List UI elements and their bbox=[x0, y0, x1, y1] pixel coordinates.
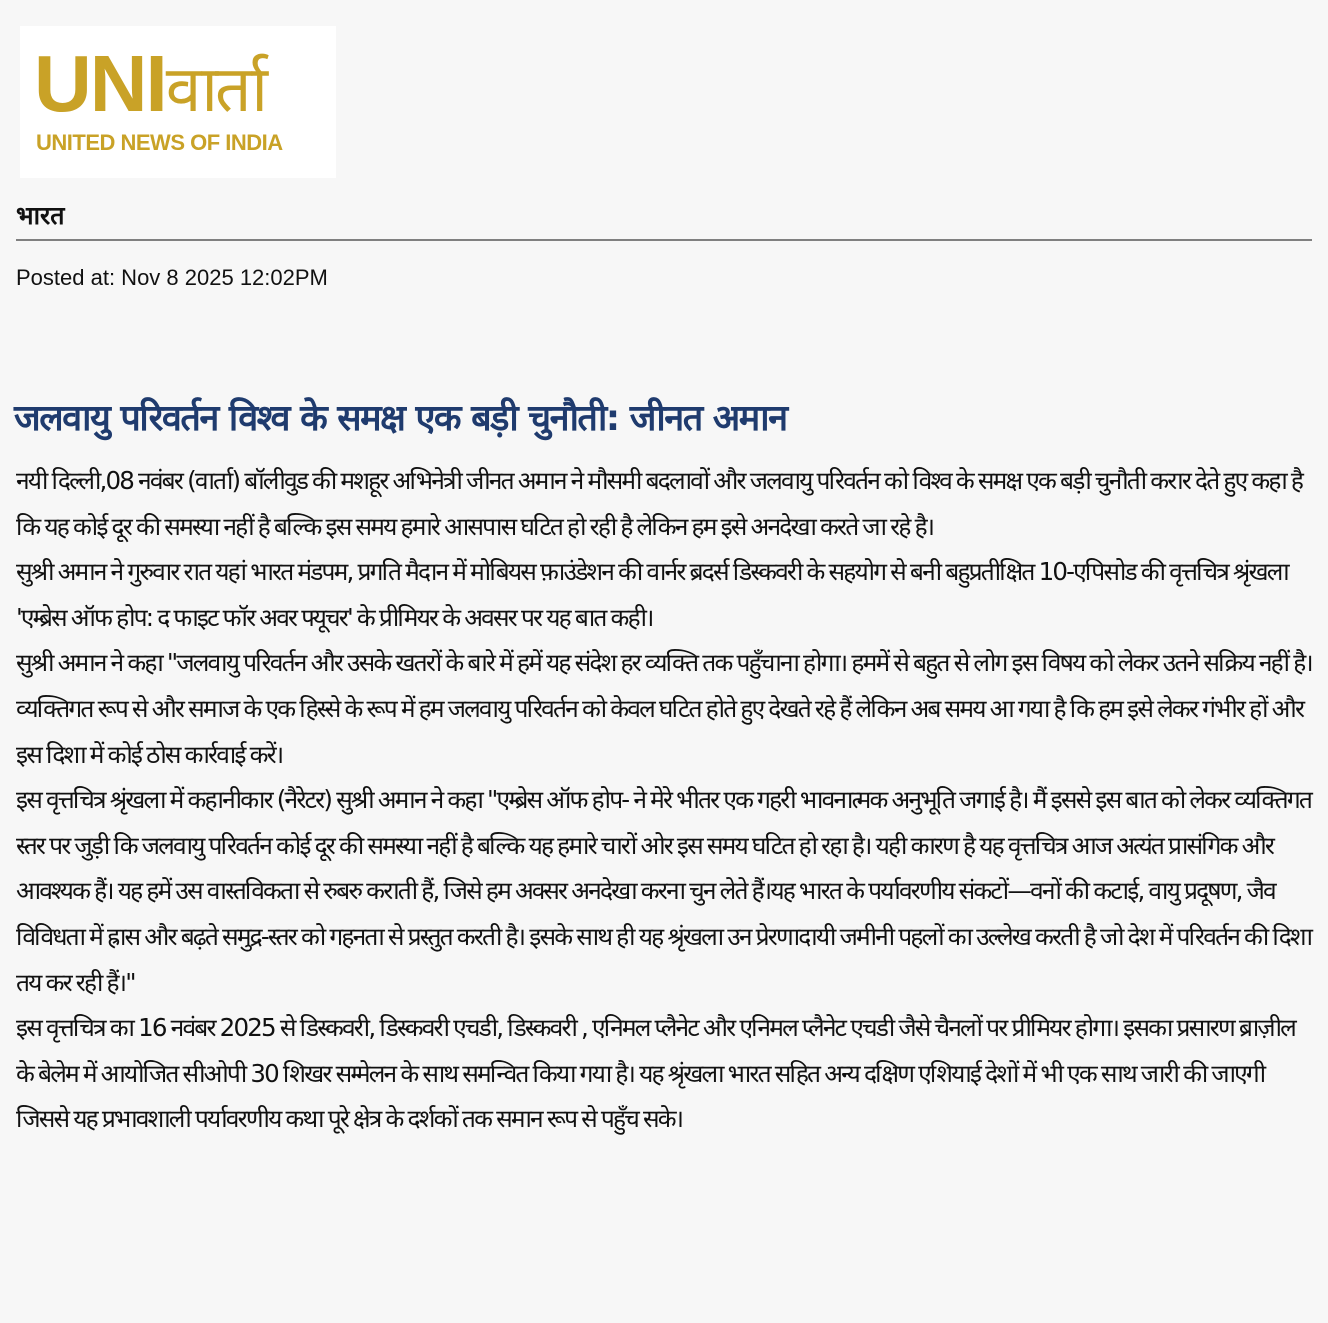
article-paragraph: इस वृत्तचित्र का 16 नवंबर 2025 से डिस्कवरी, डिस्कवरी एचडी, डिस्कवरी , एनिमल प्लैनेट और एनिमल प्लैनेट एचडी जैसे चैनलों पर प्रीमियर होगा। इसका प्रसारण ब्राज़ील के बेलेम में आयोजित सीओपी 30 शिखर सम्मेलन के साथ समन्वित किया गया है। यह श्रृंखला भारत सहित अन्य दक्षिण एशियाई देशों में भी एक साथ जारी की जाएगी जिससे यह प्रभावशाली पर्यावरणीय कथा पूरे क्षेत्र के दर्शकों तक समान रूप से पहुँच सके। bbox=[16, 1013, 1295, 1134]
section-label[interactable]: भारत bbox=[16, 201, 65, 230]
article-paragraph: सुश्री अमान ने गुरुवार रात यहां भारत मंडपम, प्रगति मैदान में मोबियस फ़ाउंडेशन की वार्नर ब्रदर्स डिस्कवरी के सहयोग से बनी बहुप्रतीक्षित 10-एपिसोड की वृत्तचित्र श्रृंखला 'एम्ब्रेस ऑफ होप: द फाइट फॉर अवर फ्यूचर' के प्रीमियर के अवसर पर यह बात कही। bbox=[16, 557, 1288, 632]
logo-varta-text: वार्ता bbox=[165, 53, 265, 127]
logo-uni-text: UNI bbox=[34, 39, 166, 128]
logo-subtitle: UNITED NEWS OF INDIA bbox=[36, 130, 283, 155]
logo-wordmark bbox=[34, 39, 265, 130]
article-paragraph: नयी दिल्ली,08 नवंबर (वार्ता) बॉलीवुड की मशहूर अभिनेत्री जीनत अमान ने मौसमी बदलावों और जलवायु परिवर्तन को विश्व के समक्ष एक बड़ी चुनौती करार देते हुए कहा है कि यह कोई दूर की समस्या नहीं है बल्कि इस समय हमारे आसपास घटित हो रही है लेकिन हम इसे अनदेखा करते जा रहे है। bbox=[16, 466, 1303, 541]
article-paragraph: सुश्री अमान ने कहा "जलवायु परिवर्तन और उसके खतरों के बारे में हमें यह संदेश हर व्यक्ति तक पहुँचाना होगा। हममें से बहुत से लोग इस विषय को लेकर उतने सक्रिय नहीं है। व्यक्तिगत रूप से और समाज के एक हिस्से के रूप में हम जलवायु परिवर्तन को केवल घटित होते हुए देखते रहे हैं लेकिन अब समय आ गया है कि हम इसे लेकर गंभीर हों और इस दिशा में कोई ठोस कार्रवाई करें। bbox=[16, 648, 1312, 769]
article-headline: जलवायु परिवर्तन विश्व के समक्ष एक बड़ी चुनौती: जीनत अमान bbox=[14, 398, 787, 439]
section-divider bbox=[16, 239, 1312, 241]
posted-timestamp: Posted at: Nov 8 2025 12:02PM bbox=[16, 265, 328, 290]
uni-varta-logo[interactable] bbox=[20, 26, 336, 178]
article-paragraph: इस वृत्तचित्र श्रृंखला में कहानीकार (नैरेटर) सुश्री अमान ने कहा "एम्ब्रेस ऑफ होप- ने मेरे भीतर एक गहरी भावनात्मक अनुभूति जगाई है। मैं इससे इस बात को लेकर व्यक्तिगत स्तर पर जुड़ी कि जलवायु परिवर्तन कोई दूर की समस्या नहीं है बल्कि यह हमारे चारों ओर इस समय घटित हो रहा है। यही कारण है यह वृत्तचित्र आज अत्यंत प्रासंगिक और आवश्यक हैं। यह हमें उस वास्तविकता से रुबरु कराती हैं, जिसे हम अक्सर अनदेखा करना चुन लेते हैं।यह भारत के पर्यावरणीय संकटों—वनों की कटाई, वायु प्रदूषण, जैव विविधता में ह्रास और बढ़ते समुद्र-स्तर को गहनता से प्रस्तुत करती है। इसके साथ ही यह श्रृंखला उन प्रेरणादायी जमीनी पहलों का उल्लेख करती है जो देश में परिवर्तन की दिशा तय कर रही हैं।" bbox=[16, 785, 1312, 997]
article-body bbox=[16, 458, 1316, 1142]
